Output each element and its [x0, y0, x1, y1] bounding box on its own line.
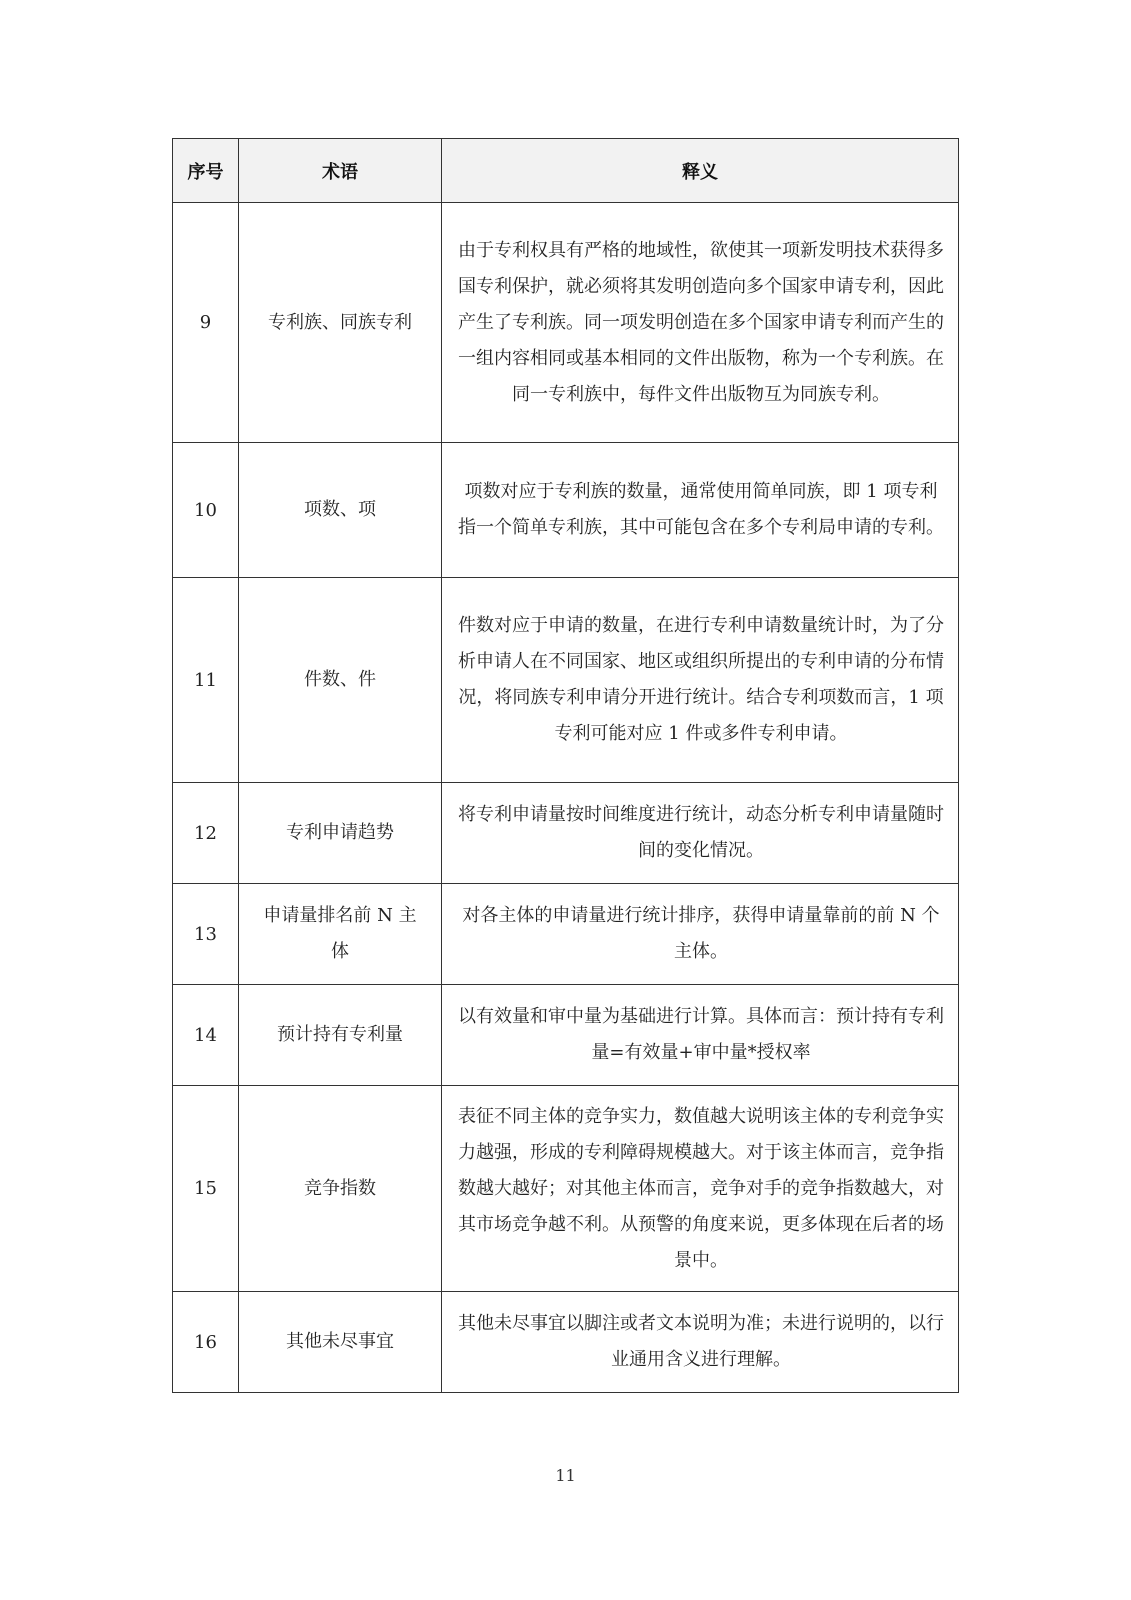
row-term: 项数、项	[239, 443, 442, 578]
table-row	[173, 985, 959, 1086]
table-row	[173, 1086, 959, 1292]
table-header-row	[173, 139, 959, 203]
row-number: 11	[173, 578, 239, 783]
glossary-table	[172, 138, 959, 1393]
row-number: 12	[173, 783, 239, 884]
table-row	[173, 203, 959, 443]
row-definition: 将专利申请量按时间维度进行统计，动态分析专利申请量随时间的变化情况。	[442, 783, 959, 884]
row-term: 申请量排名前 N 主体	[239, 884, 442, 985]
table-row	[173, 1292, 959, 1393]
header-no: 序号	[173, 139, 239, 203]
row-number: 16	[173, 1292, 239, 1393]
row-definition: 以有效量和审中量为基础进行计算。具体而言：预计持有专利量=有效量+审中量*授权率	[442, 985, 959, 1086]
table-row	[173, 884, 959, 985]
row-term: 件数、件	[239, 578, 442, 783]
header-definition: 释义	[442, 139, 959, 203]
table-row	[173, 578, 959, 783]
row-term: 竞争指数	[239, 1086, 442, 1292]
row-definition: 表征不同主体的竞争实力，数值越大说明该主体的专利竞争实力越强，形成的专利障碍规模越大。对于该主体而言，竞争指数越大越好；对其他主体而言，竞争对手的竞争指数越大，对其市场竞争越不利。从预警的角度来说，更多体现在后者的场景中。	[442, 1086, 959, 1292]
row-term: 专利申请趋势	[239, 783, 442, 884]
row-term: 其他未尽事宜	[239, 1292, 442, 1393]
row-number: 14	[173, 985, 239, 1086]
row-number: 13	[173, 884, 239, 985]
row-definition: 对各主体的申请量进行统计排序，获得申请量靠前的前 N 个主体。	[442, 884, 959, 985]
row-number: 15	[173, 1086, 239, 1292]
table-row	[173, 443, 959, 578]
table-row	[173, 783, 959, 884]
row-definition: 其他未尽事宜以脚注或者文本说明为准；未进行说明的，以行业通用含义进行理解。	[442, 1292, 959, 1393]
header-term: 术语	[239, 139, 442, 203]
row-definition: 由于专利权具有严格的地域性，欲使其一项新发明技术获得多国专利保护，就必须将其发明创造向多个国家申请专利，因此产生了专利族。同一项发明创造在多个国家申请专利而产生的一组内容相同或基本相同的文件出版物，称为一个专利族。在同一专利族中，每件文件出版物互为同族专利。	[442, 203, 959, 443]
page-number: 11	[555, 1466, 576, 1485]
row-term: 预计持有专利量	[239, 985, 442, 1086]
row-definition: 项数对应于专利族的数量，通常使用简单同族，即 1 项专利指一个简单专利族，其中可能包含在多个专利局申请的专利。	[442, 443, 959, 578]
row-number: 10	[173, 443, 239, 578]
row-definition: 件数对应于申请的数量，在进行专利申请数量统计时，为了分析申请人在不同国家、地区或组织所提出的专利申请的分布情况，将同族专利申请分开进行统计。结合专利项数而言，1 项专利可能对应 1 件或多件专利申请。	[442, 578, 959, 783]
row-term: 专利族、同族专利	[239, 203, 442, 443]
row-number: 9	[173, 203, 239, 443]
